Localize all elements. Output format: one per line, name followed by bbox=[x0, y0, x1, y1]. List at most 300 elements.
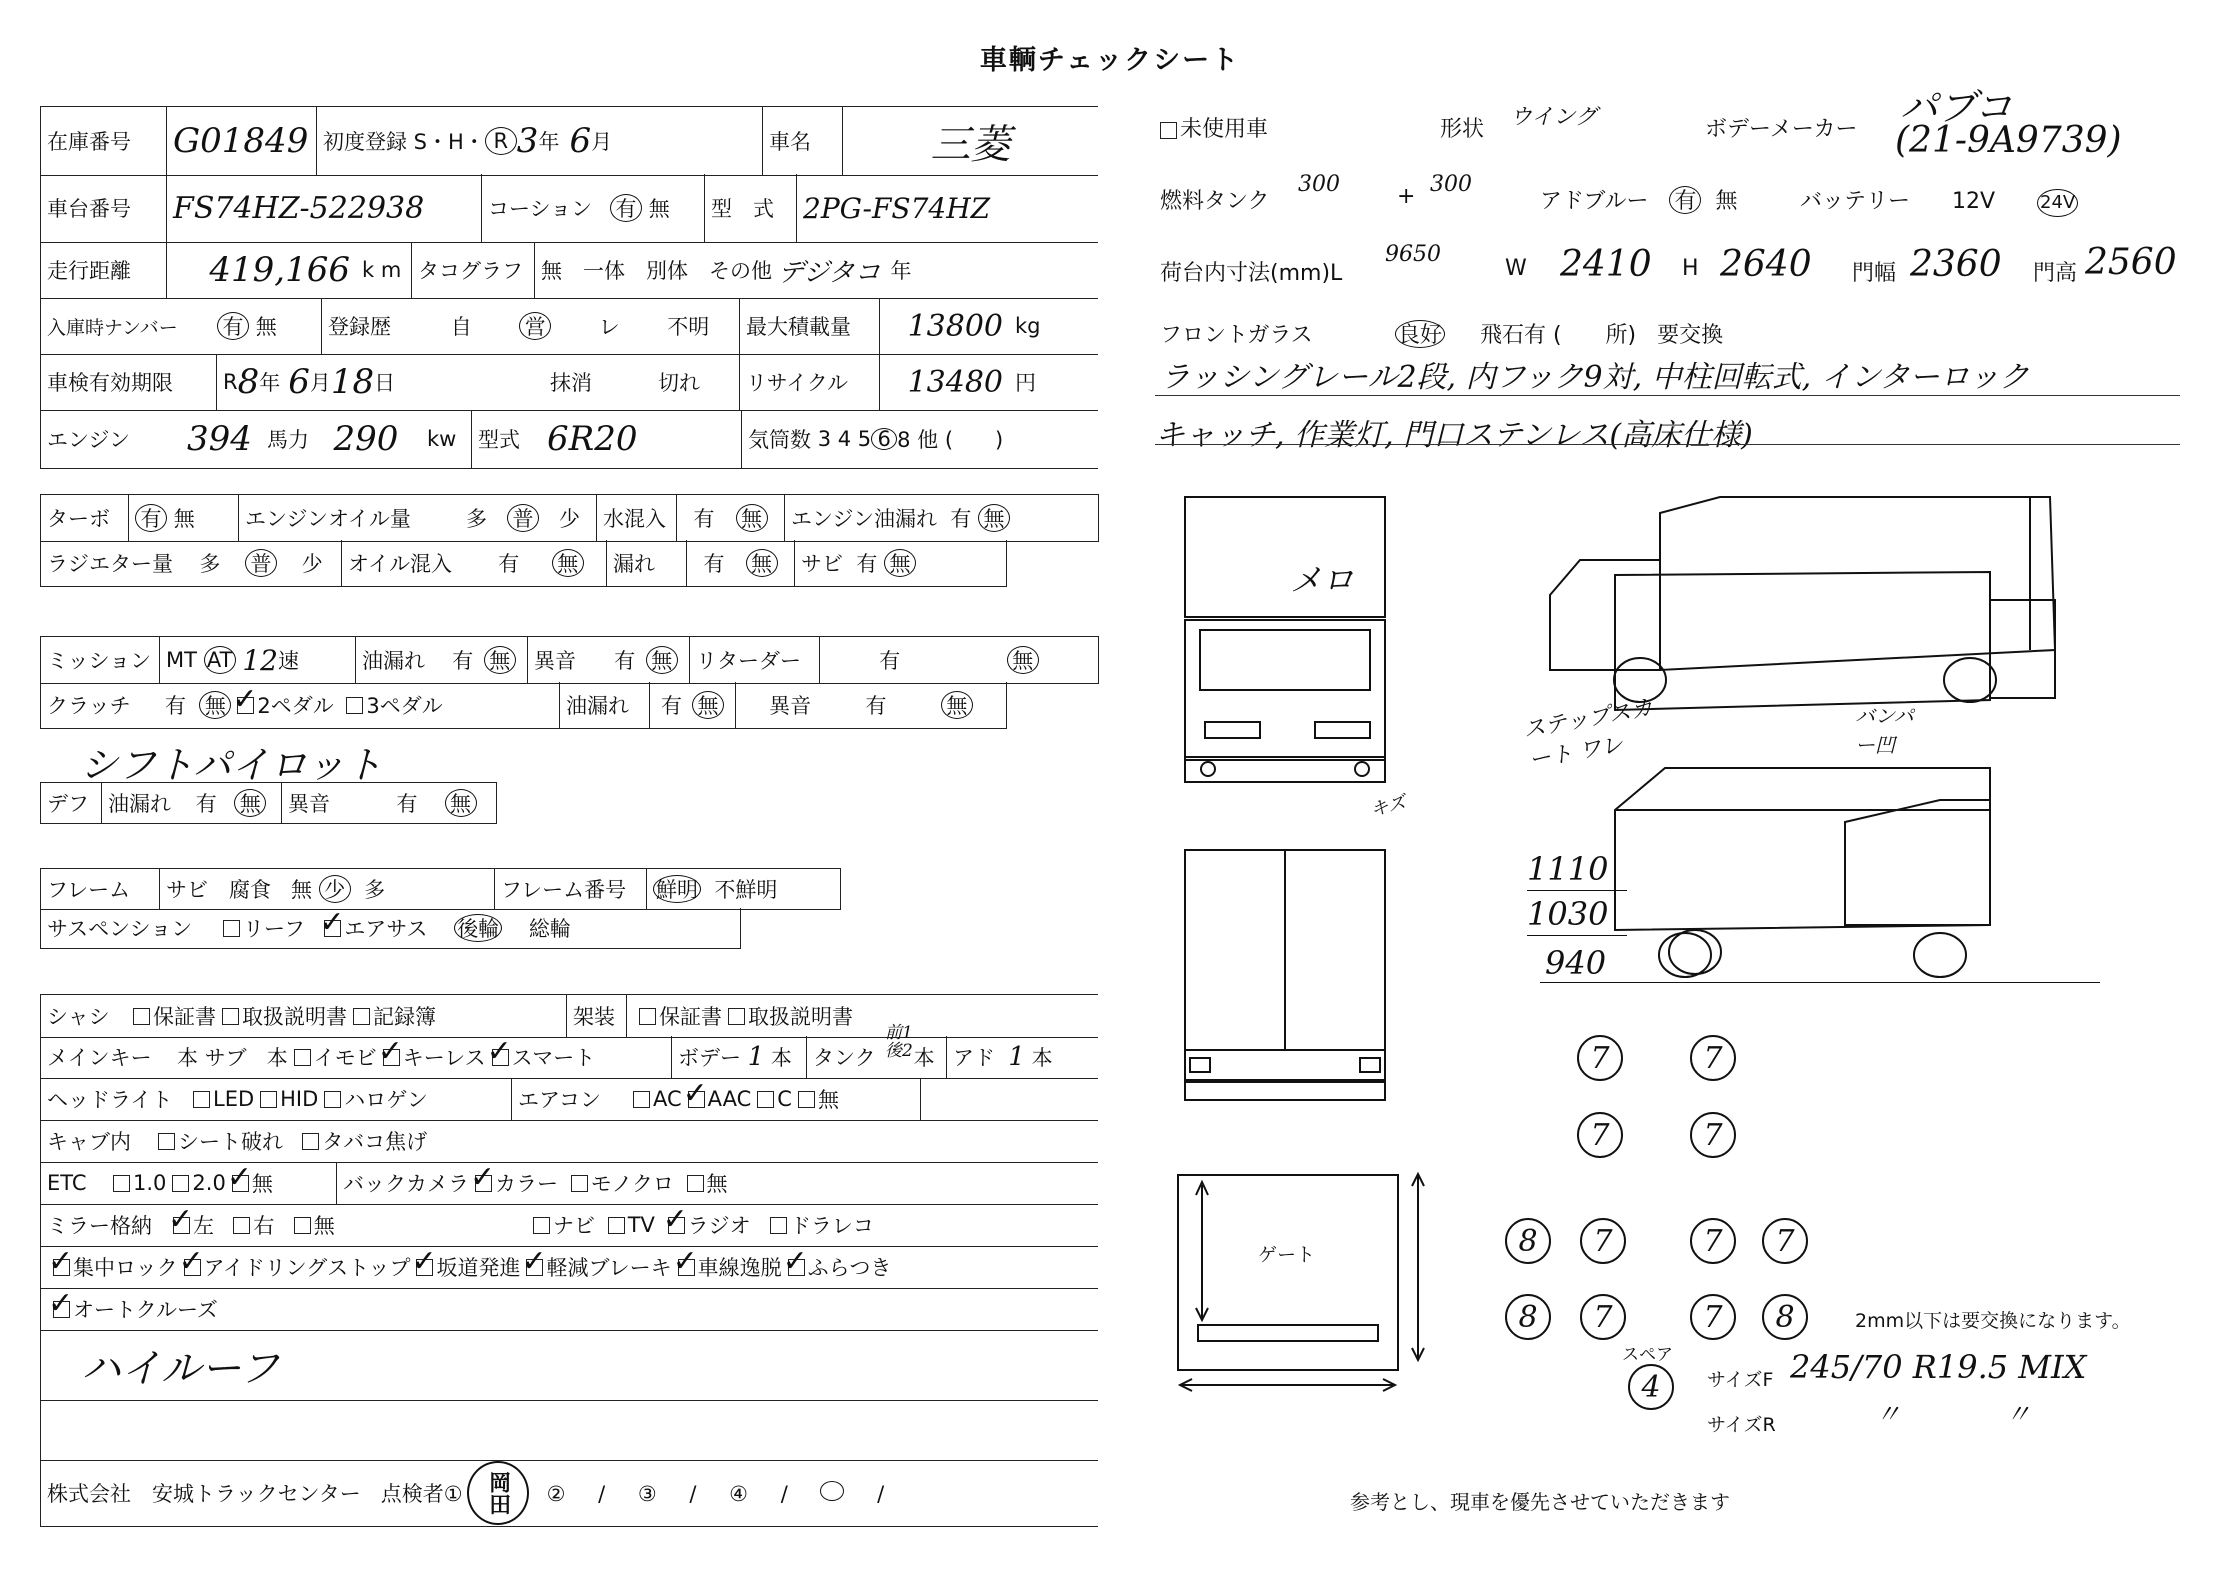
adblue-no: 無 bbox=[1715, 189, 1738, 214]
stock-no[interactable]: G01849 bbox=[166, 107, 316, 175]
water-yes: 有 bbox=[693, 507, 715, 531]
kg-label: kg bbox=[1015, 314, 1041, 338]
first-reg-era: R bbox=[485, 127, 517, 155]
m-noise-yes: 有 bbox=[614, 649, 636, 673]
regcert-rental: レ bbox=[598, 315, 620, 339]
m-leak-yes: 有 bbox=[452, 649, 474, 673]
checkbox-dorareco[interactable] bbox=[770, 1217, 787, 1234]
body-warranty-label: 保証書 bbox=[659, 1005, 722, 1029]
d-leak-no: 無 bbox=[234, 789, 266, 817]
leaf-label: リーフ bbox=[243, 917, 305, 941]
coach-options[interactable] bbox=[604, 174, 704, 242]
checkbox-record[interactable] bbox=[353, 1008, 370, 1025]
inspect-month-label: 月 bbox=[309, 371, 331, 395]
notes-2[interactable] bbox=[41, 1400, 1098, 1460]
door-width[interactable]: 2360 bbox=[1910, 244, 2002, 285]
checkbox-smart[interactable] bbox=[492, 1049, 509, 1066]
cyl-selected: 6 bbox=[871, 428, 897, 450]
tank-key-note: 前1 後2 bbox=[885, 1023, 913, 1061]
engine-type-label: 型式 bbox=[471, 410, 541, 468]
tire-7[interactable]: 7 bbox=[1690, 1218, 1736, 1264]
c-noise[interactable] bbox=[735, 682, 1007, 728]
d-leak-yes: 有 bbox=[195, 792, 217, 816]
checkbox-3pedal[interactable] bbox=[346, 697, 363, 714]
checkbox-body-manual[interactable] bbox=[728, 1008, 745, 1025]
ac-none-label: 無 bbox=[817, 1088, 839, 1112]
tire-8[interactable]: 7 bbox=[1762, 1218, 1808, 1264]
mission-options[interactable] bbox=[159, 637, 355, 683]
regcert-business: 営 bbox=[519, 312, 551, 340]
checkbox-cruise[interactable] bbox=[53, 1301, 70, 1318]
row-diff bbox=[40, 782, 497, 824]
frame-many: 多 bbox=[364, 878, 386, 902]
ad-key[interactable] bbox=[946, 1036, 1098, 1078]
checkbox-hill-start[interactable] bbox=[416, 1259, 433, 1276]
tire-11[interactable]: 7 bbox=[1690, 1294, 1736, 1340]
fuel-plus: + bbox=[1397, 184, 1416, 209]
body-manual-label: 取扱説明書 bbox=[748, 1005, 853, 1029]
eng-leak[interactable] bbox=[784, 495, 1099, 541]
checkbox-color[interactable] bbox=[475, 1175, 492, 1192]
checkbox-navi[interactable] bbox=[533, 1217, 550, 1234]
mileage-label: 走行距離 bbox=[47, 259, 131, 283]
yen-label: 円 bbox=[1015, 371, 1036, 395]
inspect-year-label: 年 bbox=[259, 371, 281, 395]
battery-label: バッテリー bbox=[1800, 189, 1911, 214]
d-noise-no: 無 bbox=[445, 789, 477, 817]
row-frame bbox=[40, 868, 841, 910]
battery[interactable] bbox=[1800, 184, 2078, 217]
frame-options[interactable] bbox=[159, 869, 494, 909]
inspector-stamp: 岡田 bbox=[467, 1461, 529, 1525]
checkbox-leaf[interactable] bbox=[223, 920, 240, 937]
radio-label: ラジオ bbox=[687, 1214, 751, 1238]
front-view bbox=[1185, 497, 1385, 782]
fuel-1[interactable]: 300 bbox=[1298, 172, 1340, 197]
checkbox-cam-none[interactable] bbox=[687, 1175, 704, 1192]
door-w-label: 門幅 bbox=[1852, 261, 1897, 286]
shape-label: 形状 bbox=[1440, 117, 1485, 142]
tire-1[interactable]: 7 bbox=[1577, 1035, 1623, 1081]
turbo-options[interactable] bbox=[128, 495, 238, 541]
record-label: 記録簿 bbox=[373, 1005, 436, 1029]
glass-chip: 飛石有 ( 所) bbox=[1479, 323, 1637, 348]
row-etc bbox=[40, 1162, 1098, 1205]
inspect-day-label: 日 bbox=[374, 371, 396, 395]
checkbox-lane-departure[interactable] bbox=[678, 1259, 695, 1276]
checkbox-led[interactable] bbox=[193, 1091, 210, 1108]
regcert-self: 自 bbox=[450, 315, 472, 339]
row-stock bbox=[40, 106, 1098, 176]
mark-bumper: バンパー凹 bbox=[1855, 704, 1914, 757]
water-label: 水混入 bbox=[596, 495, 676, 541]
checkbox-brake-assist[interactable] bbox=[526, 1259, 543, 1276]
tank-key-unit: 本 bbox=[913, 1046, 935, 1070]
cruise-option[interactable] bbox=[41, 1288, 1098, 1330]
checkbox-idling-stop[interactable] bbox=[184, 1259, 201, 1276]
clutch-note: シフトパイロット bbox=[80, 743, 383, 787]
oil-amount-options[interactable] bbox=[450, 495, 596, 541]
mark-step-skirt: ステップスカート ワレ bbox=[1521, 695, 1655, 774]
equipment-line-2[interactable]: キャッチ, 作業灯, 門口ステンレス(高床仕様) bbox=[1155, 418, 1753, 453]
ad-key-unit: 本 bbox=[1031, 1046, 1053, 1070]
maker-label: ボデーメーカー bbox=[1705, 117, 1858, 142]
idling-stop-label: アイドリングストップ bbox=[203, 1256, 411, 1280]
slot-3: ③ bbox=[637, 1481, 657, 1506]
m-noise-label: 異音 bbox=[527, 637, 603, 683]
tire-6[interactable]: 7 bbox=[1580, 1218, 1626, 1264]
left-label: 左 bbox=[193, 1214, 214, 1238]
navi-label: ナビ bbox=[553, 1214, 595, 1238]
engine-label: エンジン bbox=[47, 428, 130, 452]
clutch-options[interactable] bbox=[159, 682, 559, 728]
checkbox-etc-none[interactable] bbox=[232, 1175, 249, 1192]
checkbox-wobble[interactable] bbox=[788, 1259, 805, 1276]
inspect-date[interactable] bbox=[216, 354, 511, 410]
leak-label: 漏れ bbox=[606, 540, 686, 586]
body-key-unit: 本 bbox=[770, 1046, 792, 1070]
tire-2[interactable]: 7 bbox=[1690, 1035, 1736, 1081]
keyless-label: キーレス bbox=[402, 1046, 486, 1070]
tank-key-label: タンク bbox=[813, 1046, 876, 1070]
adblue-label: アドブルー bbox=[1540, 189, 1649, 214]
retarder-options[interactable] bbox=[819, 637, 1099, 683]
right-label: 右 bbox=[253, 1214, 275, 1238]
spare-label: スペア bbox=[1622, 1345, 1673, 1365]
inspect-month: 6 bbox=[288, 362, 310, 402]
check-form bbox=[40, 106, 1098, 1526]
checkbox-etc1[interactable] bbox=[113, 1175, 130, 1192]
company-name: 株式会社 安城トラックセンター bbox=[47, 1482, 361, 1506]
slot-sep-4: / bbox=[877, 1481, 885, 1506]
year-label: 年 bbox=[538, 130, 560, 154]
engine-type[interactable]: 6R20 bbox=[547, 419, 638, 459]
rear-view bbox=[1185, 850, 1385, 1100]
d-noise-yes: 有 bbox=[396, 792, 418, 816]
mirror-label: ミラー格納 bbox=[47, 1214, 152, 1238]
body-key[interactable] bbox=[671, 1036, 806, 1078]
checkbox-right[interactable] bbox=[233, 1217, 250, 1234]
door-h-label: 門高 bbox=[2033, 261, 2078, 286]
frame-none: 無 bbox=[291, 878, 313, 902]
etc-none-label: 無 bbox=[251, 1172, 273, 1196]
size-r[interactable]: 〃 〃 bbox=[1875, 1400, 2032, 1430]
mirror-options[interactable] bbox=[161, 1204, 521, 1246]
frame-no-options[interactable] bbox=[646, 869, 841, 909]
checkbox-2pedal[interactable] bbox=[237, 697, 254, 714]
equipment-line-1[interactable]: ラッシングレール2段, 内フック9対, 中柱回転式, インターロック bbox=[1160, 360, 2029, 395]
shape[interactable]: ウイング bbox=[1510, 105, 1597, 130]
oil-many: 多 bbox=[466, 507, 487, 531]
checkbox-ac-none[interactable] bbox=[798, 1091, 815, 1108]
adblue-yes: 有 bbox=[1669, 186, 1701, 214]
equipment-rule-2 bbox=[1155, 444, 2180, 445]
mission-at: AT bbox=[204, 646, 236, 674]
maxload-label: 最大積載量 bbox=[739, 298, 879, 354]
car-name[interactable]: 三菱 bbox=[842, 107, 1098, 175]
cargo-w-label: W bbox=[1505, 256, 1527, 281]
etc-options[interactable] bbox=[101, 1162, 336, 1204]
checkbox-mirror-none[interactable] bbox=[294, 1217, 311, 1234]
feature-options[interactable] bbox=[41, 1246, 1098, 1288]
air-label: エアサス bbox=[344, 917, 428, 941]
checkbox-radio[interactable] bbox=[668, 1217, 685, 1234]
tacho[interactable] bbox=[534, 242, 1098, 298]
coach-label: コーション bbox=[481, 174, 604, 242]
row-cab bbox=[40, 1120, 1098, 1163]
oil-mix-options[interactable] bbox=[476, 540, 606, 586]
row-key bbox=[40, 1023, 1098, 1079]
m-noise-no: 無 bbox=[646, 646, 678, 674]
checkbox-central-lock[interactable] bbox=[53, 1259, 70, 1276]
checkbox-c[interactable] bbox=[757, 1091, 774, 1108]
unused-option[interactable] bbox=[1160, 112, 1268, 143]
tire-5[interactable]: 8 bbox=[1505, 1218, 1551, 1264]
body-key-count: 1 bbox=[747, 1042, 765, 1072]
cargo-length[interactable]: 9650 bbox=[1385, 242, 1441, 267]
d-noise-label: 異音 bbox=[281, 783, 377, 823]
checkbox-body-warranty[interactable] bbox=[639, 1008, 656, 1025]
first-reg-year: 3 bbox=[516, 121, 539, 161]
plate-label: 入庫時ナンバー bbox=[47, 316, 178, 339]
cargo-width[interactable]: 2410 bbox=[1560, 244, 1652, 285]
ac-opt-label: AC bbox=[653, 1087, 682, 1111]
diff-label: デフ bbox=[47, 792, 89, 816]
row-notes2 bbox=[40, 1400, 1098, 1461]
notes-1[interactable]: ハイルーフ bbox=[81, 1345, 279, 1392]
rad-few: 少 bbox=[301, 552, 323, 576]
recycle[interactable]: 13480 bbox=[879, 354, 1009, 410]
glass-options[interactable] bbox=[1395, 318, 1723, 349]
oil-normal: 普 bbox=[507, 504, 539, 532]
side-view-left bbox=[1550, 497, 2055, 702]
regcert-options[interactable] bbox=[421, 298, 739, 354]
inspector-label: 点検者① bbox=[380, 1482, 463, 1506]
maker-no[interactable]: (21-9A9739) bbox=[1895, 120, 2122, 161]
row-engine bbox=[40, 410, 1098, 469]
halogen-label: ハロゲン bbox=[344, 1088, 428, 1112]
tacho-value: デジタコ bbox=[778, 257, 881, 288]
mirror-none-label: 無 bbox=[313, 1214, 335, 1238]
row-headlight bbox=[40, 1078, 1098, 1121]
susp-options[interactable] bbox=[211, 908, 741, 948]
checkbox-air[interactable] bbox=[324, 920, 341, 937]
brake-assist-label: 軽減ブレーキ bbox=[546, 1256, 672, 1280]
ac-label: エアコン bbox=[511, 1078, 621, 1120]
mission-label: ミッション bbox=[47, 649, 152, 673]
ret-yes: 有 bbox=[879, 649, 901, 673]
c-leak-no: 無 bbox=[692, 691, 724, 719]
hill-start-label: 坂道発進 bbox=[436, 1256, 521, 1280]
inspector-slots bbox=[547, 1481, 885, 1506]
eng-leak-no: 無 bbox=[978, 504, 1010, 532]
rust[interactable] bbox=[794, 540, 1007, 586]
footer-cell bbox=[41, 1460, 1098, 1526]
model-label: 型 式 bbox=[704, 174, 796, 242]
slot-sep-1: / bbox=[598, 1481, 606, 1506]
cargo-label: 荷台内寸法(mm)L bbox=[1160, 261, 1343, 286]
backcam-options[interactable] bbox=[336, 1162, 1098, 1204]
inspect-status[interactable] bbox=[511, 354, 739, 410]
row-mileage bbox=[40, 242, 1098, 299]
size-f[interactable]: 245/70 R19.5 MIX bbox=[1790, 1348, 2087, 1386]
cab-label: キャブ内 bbox=[47, 1130, 131, 1154]
body-key-label: ボデー bbox=[678, 1046, 741, 1070]
engine-ps[interactable]: 394 bbox=[187, 419, 252, 459]
cylinders[interactable] bbox=[741, 410, 1098, 468]
dorareco-label: ドラレコ bbox=[789, 1214, 874, 1238]
battery-12v: 12V bbox=[1951, 189, 1996, 214]
rust-yes: 有 bbox=[856, 552, 878, 576]
radiator-options[interactable] bbox=[181, 540, 341, 586]
ps-label: 馬力 bbox=[267, 428, 309, 452]
frame-rust: サビ 腐食 bbox=[166, 878, 271, 902]
key-sub: 本 bbox=[266, 1046, 288, 1070]
color-label: カラー bbox=[495, 1172, 558, 1196]
clutch-no: 無 bbox=[199, 691, 231, 719]
checkbox-mono[interactable] bbox=[571, 1175, 588, 1192]
glass-ok: 良好 bbox=[1395, 320, 1445, 348]
fuel-2[interactable]: 300 bbox=[1430, 172, 1472, 197]
clutch-label: クラッチ bbox=[47, 694, 131, 718]
ad-key-label: アド bbox=[953, 1046, 995, 1070]
audio-options[interactable] bbox=[521, 1204, 1098, 1246]
checkbox-aac[interactable] bbox=[688, 1091, 705, 1108]
mileage[interactable]: 419,166 bbox=[166, 242, 356, 298]
first-reg[interactable] bbox=[316, 107, 762, 175]
fuel-label: 燃料タンク bbox=[1160, 189, 1270, 214]
stock-no-label: 在庫番号 bbox=[47, 130, 131, 154]
body-docs-label: 架装 bbox=[566, 995, 626, 1037]
mission-mt: MT bbox=[166, 648, 197, 672]
m-oil-leak-options[interactable] bbox=[441, 637, 527, 683]
tank-key[interactable] bbox=[806, 1023, 946, 1078]
row-features bbox=[40, 1246, 1098, 1289]
checkbox-halogen[interactable] bbox=[324, 1091, 341, 1108]
checkbox-hid[interactable] bbox=[260, 1091, 277, 1108]
slot-4: ④ bbox=[729, 1481, 748, 1506]
m-noise-options[interactable] bbox=[603, 637, 689, 683]
c-oil-leak-options[interactable] bbox=[649, 682, 735, 728]
inspect-day: 18 bbox=[330, 362, 375, 402]
tire-4[interactable]: 7 bbox=[1690, 1112, 1736, 1158]
body-docs-options[interactable] bbox=[626, 995, 1098, 1037]
etc1-label: 1.0 bbox=[133, 1171, 167, 1195]
retarder-label: リターダー bbox=[689, 637, 819, 683]
engine-kw[interactable]: 290 bbox=[333, 419, 399, 459]
row-cruise bbox=[40, 1288, 1098, 1331]
key-label: メインキー bbox=[47, 1046, 152, 1070]
first-reg-label: 初度登録 S・H・ bbox=[323, 130, 485, 154]
c-noise-no: 無 bbox=[941, 691, 973, 719]
slot-sep-2: / bbox=[689, 1481, 697, 1506]
door-height[interactable]: 2560 bbox=[2085, 242, 2177, 283]
recycle-label: リサイクル bbox=[739, 354, 879, 410]
frame-few: 少 bbox=[319, 875, 351, 903]
checkbox-manual[interactable] bbox=[222, 1008, 239, 1025]
checkbox-keyless[interactable] bbox=[383, 1049, 400, 1066]
d-noise-options[interactable] bbox=[377, 783, 497, 823]
coach-yes: 有 bbox=[610, 194, 642, 222]
row-inspection bbox=[40, 354, 1098, 411]
speed-label: 速 bbox=[277, 649, 299, 673]
cargo-h-label: H bbox=[1682, 256, 1699, 281]
tire-3[interactable]: 7 bbox=[1577, 1112, 1623, 1158]
tire-spare[interactable]: 4 bbox=[1628, 1364, 1674, 1410]
chassis-no[interactable]: FS74HZ-522938 bbox=[166, 174, 481, 242]
plate-yes: 有 bbox=[217, 312, 249, 340]
checkbox-warranty[interactable] bbox=[133, 1008, 150, 1025]
row-mirror bbox=[40, 1204, 1098, 1247]
oil-few: 少 bbox=[559, 507, 580, 531]
checkbox-ac[interactable] bbox=[633, 1091, 650, 1108]
maxload[interactable]: 13800 bbox=[879, 298, 1009, 354]
model[interactable]: 2PG-FS74HZ bbox=[796, 174, 1098, 242]
ac-options[interactable] bbox=[621, 1078, 921, 1120]
turbo-label: ターボ bbox=[47, 507, 110, 531]
headlight-options[interactable] bbox=[181, 1078, 511, 1120]
water-options[interactable] bbox=[676, 495, 784, 541]
page-title: 車輌チェックシート bbox=[979, 45, 1241, 76]
checkbox-left[interactable] bbox=[173, 1217, 190, 1234]
maker[interactable]: パブコ bbox=[1900, 85, 2013, 129]
tire-12[interactable]: 8 bbox=[1762, 1294, 1808, 1340]
row-chassis bbox=[40, 174, 1098, 243]
d-oil-leak-options[interactable] bbox=[181, 783, 281, 823]
regcert-unknown: 不明 bbox=[667, 315, 710, 339]
slot-sep-3: / bbox=[780, 1481, 788, 1506]
glass-replace: 要交換 bbox=[1657, 323, 1724, 348]
checkbox-etc2[interactable] bbox=[172, 1175, 189, 1192]
tire-9[interactable]: 8 bbox=[1505, 1294, 1551, 1340]
leak-options[interactable] bbox=[686, 540, 794, 586]
inspect-era: R bbox=[223, 370, 238, 394]
radiator-label: ラジエター量 bbox=[47, 552, 173, 576]
checkbox-seat-tear[interactable] bbox=[158, 1133, 175, 1150]
cargo-height[interactable]: 2640 bbox=[1720, 244, 1812, 285]
checkbox-unused[interactable] bbox=[1160, 122, 1177, 139]
warranty-label: 保証書 bbox=[153, 1005, 216, 1029]
pedal2-label: 2ペダル bbox=[257, 694, 334, 718]
row-footer bbox=[40, 1460, 1098, 1527]
month-label: 月 bbox=[591, 130, 613, 154]
c-leak-yes: 有 bbox=[661, 694, 682, 718]
checkbox-immobi[interactable] bbox=[294, 1049, 311, 1066]
rad-normal: 普 bbox=[245, 549, 277, 577]
checkbox-tobacco[interactable] bbox=[302, 1133, 319, 1150]
plate-options[interactable] bbox=[211, 298, 321, 354]
cyl-rest: 8 他 ( ) bbox=[897, 428, 1004, 452]
chassis-docs-options[interactable] bbox=[121, 995, 566, 1037]
clutch-yes: 有 bbox=[165, 694, 186, 718]
glass-label: フロントガラス bbox=[1160, 323, 1313, 348]
adblue[interactable] bbox=[1540, 184, 1737, 215]
mark-memo: メロ bbox=[1290, 561, 1355, 599]
row-turbo bbox=[40, 494, 1099, 542]
tire-10[interactable]: 7 bbox=[1580, 1294, 1626, 1340]
regcert-label: 登録歴 bbox=[321, 298, 421, 354]
row-docs bbox=[40, 994, 1098, 1038]
checkbox-tv[interactable] bbox=[608, 1217, 625, 1234]
c-noise-yes: 有 bbox=[865, 694, 887, 718]
row-mission bbox=[40, 636, 1099, 684]
c-noise-label: 異音 bbox=[769, 694, 812, 718]
equipment-rule-1 bbox=[1155, 395, 2180, 396]
cab-options[interactable] bbox=[146, 1120, 1098, 1162]
key-options[interactable] bbox=[171, 1036, 671, 1078]
mission-speed: 12 bbox=[242, 643, 278, 677]
row-notes1 bbox=[40, 1330, 1098, 1401]
